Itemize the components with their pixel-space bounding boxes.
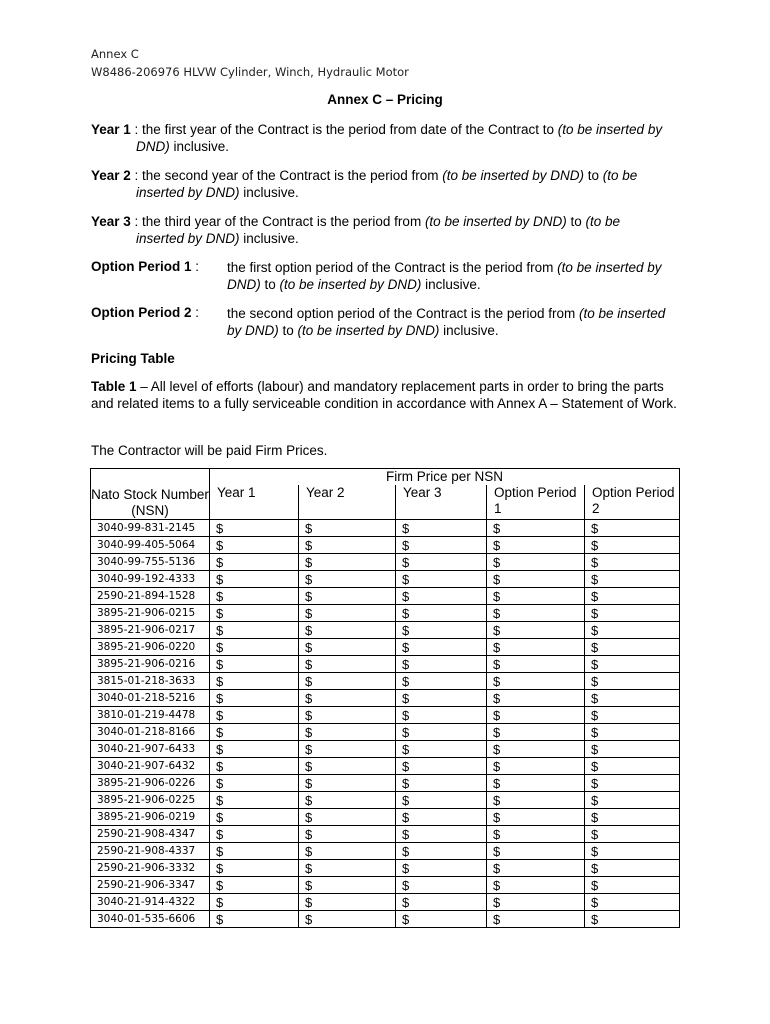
price-cell[interactable]: $	[210, 860, 299, 877]
option-1-label-text: Option Period 1	[91, 259, 192, 274]
year-2-end: inclusive.	[239, 185, 299, 200]
year-3-end: inclusive.	[239, 231, 299, 246]
option-2-text	[227, 305, 687, 339]
price-cell[interactable]: $	[396, 656, 487, 673]
option-1-label	[91, 259, 199, 274]
price-cell[interactable]: $	[299, 843, 396, 860]
price-cell[interactable]: $	[210, 673, 299, 690]
option-1-end: inclusive.	[421, 277, 481, 292]
price-cell[interactable]: $	[396, 622, 487, 639]
price-cell[interactable]: $	[585, 724, 680, 741]
nsn-cell: 2590-21-894-1528	[91, 588, 210, 605]
table-row	[91, 741, 680, 758]
price-cell[interactable]: $	[299, 588, 396, 605]
price-cell[interactable]: $	[299, 690, 396, 707]
price-cell[interactable]: $	[396, 707, 487, 724]
price-cell[interactable]: $	[487, 690, 585, 707]
nsn-cell: 3040-99-831-2145	[91, 520, 210, 537]
price-cell[interactable]: $	[210, 741, 299, 758]
year-1-italic: (to be inserted by	[557, 122, 663, 137]
price-cell[interactable]: $	[487, 741, 585, 758]
price-cell[interactable]: $	[396, 775, 487, 792]
price-cell[interactable]: $	[585, 911, 680, 928]
table-row	[91, 843, 680, 860]
price-cell[interactable]: $	[396, 894, 487, 911]
price-cell[interactable]: $	[396, 673, 487, 690]
year-1-text: : the first year of the Contract is the period from date of the Contract to	[130, 122, 558, 137]
price-cell[interactable]: $	[487, 826, 585, 843]
nsn-header: Nato Stock Number (NSN)	[91, 469, 210, 520]
price-cell[interactable]: $	[585, 690, 680, 707]
year-2-italic-3: inserted by DND)	[136, 185, 240, 200]
price-cell[interactable]: $	[487, 809, 585, 826]
nsn-cell: 3815-01-218-3633	[91, 673, 210, 690]
nsn-cell: 3040-01-218-8166	[91, 724, 210, 741]
year-2-mid: to	[584, 168, 603, 183]
table-row	[91, 605, 680, 622]
price-cell[interactable]: $	[299, 554, 396, 571]
nsn-cell: 3895-21-906-0216	[91, 656, 210, 673]
table-row	[91, 537, 680, 554]
price-cell[interactable]: $	[585, 554, 680, 571]
pricing-table-heading: Pricing Table	[91, 351, 175, 366]
pricing-table-body	[91, 520, 680, 928]
price-cell[interactable]: $	[396, 758, 487, 775]
table-row	[91, 571, 680, 588]
year-3-label: Year 3	[91, 214, 131, 229]
table-row	[91, 622, 680, 639]
price-cell[interactable]: $	[585, 809, 680, 826]
nsn-cell: 3040-21-914-4322	[91, 894, 210, 911]
price-cell[interactable]: $	[585, 741, 680, 758]
price-cell[interactable]: $	[396, 690, 487, 707]
price-cell[interactable]: $	[487, 537, 585, 554]
price-cell[interactable]: $	[585, 520, 680, 537]
price-cell[interactable]: $	[487, 639, 585, 656]
nsn-cell: 3040-99-192-4333	[91, 571, 210, 588]
price-cell[interactable]: $	[299, 622, 396, 639]
header-annex: Annex C	[91, 47, 139, 61]
year-3-text: : the third year of the Contract is the period from	[130, 214, 425, 229]
nsn-cell: 3040-01-218-5216	[91, 690, 210, 707]
price-cell[interactable]: $	[487, 758, 585, 775]
page-title: Annex C – Pricing	[327, 92, 443, 107]
price-cell[interactable]: $	[210, 537, 299, 554]
nsn-cell: 2590-21-906-3347	[91, 877, 210, 894]
nsn-cell: 3040-99-755-5136	[91, 554, 210, 571]
option-1-mid: to	[260, 277, 280, 292]
price-cell[interactable]: $	[210, 588, 299, 605]
year-2-label: Year 2	[91, 168, 131, 183]
price-cell[interactable]: $	[210, 843, 299, 860]
price-cell[interactable]: $	[210, 724, 299, 741]
price-cell[interactable]: $	[299, 877, 396, 894]
price-cell[interactable]: $	[299, 673, 396, 690]
table-row	[91, 724, 680, 741]
price-cell[interactable]: $	[487, 911, 585, 928]
price-cell[interactable]: $	[210, 809, 299, 826]
year-1-end: inclusive.	[169, 139, 230, 154]
price-cell[interactable]: $	[299, 520, 396, 537]
year-3-mid: to	[566, 214, 586, 229]
price-cell[interactable]: $	[210, 792, 299, 809]
year-2-italic: (to be inserted by DND)	[442, 168, 585, 183]
nsn-cell: 3895-21-906-0225	[91, 792, 210, 809]
price-cell[interactable]: $	[299, 792, 396, 809]
price-cell[interactable]: $	[487, 571, 585, 588]
year-1-italic-2: DND)	[136, 139, 170, 154]
option-2-italic-c: (to be inserted by DND)	[297, 323, 440, 338]
year-3-italic: (to be inserted by DND)	[424, 214, 567, 229]
price-cell[interactable]: $	[585, 656, 680, 673]
price-cell[interactable]: $	[487, 724, 585, 741]
price-cell[interactable]: $	[487, 877, 585, 894]
nsn-cell: 3895-21-906-0215	[91, 605, 210, 622]
price-cell[interactable]: $	[487, 622, 585, 639]
option-2-text-a: the second option period of the Contract is the period from	[227, 306, 579, 321]
year-2-text: : the second year of the Contract is the period from	[130, 168, 443, 183]
price-cell[interactable]: $	[210, 571, 299, 588]
price-cell[interactable]: $	[396, 809, 487, 826]
price-cell[interactable]: $	[299, 605, 396, 622]
price-cell[interactable]: $	[585, 605, 680, 622]
price-cell[interactable]: $	[585, 571, 680, 588]
col-option-1: Option Period 1	[487, 485, 585, 520]
price-cell[interactable]: $	[585, 707, 680, 724]
nsn-cell: 3040-01-535-6606	[91, 911, 210, 928]
nsn-cell: 3810-01-219-4478	[91, 707, 210, 724]
price-cell[interactable]: $	[585, 843, 680, 860]
price-cell[interactable]: $	[299, 537, 396, 554]
price-cell[interactable]: $	[299, 758, 396, 775]
option-1-italic-b: DND)	[227, 277, 261, 292]
option-2-mid: to	[278, 323, 298, 338]
option-1-colon: :	[191, 259, 200, 274]
option-2-label	[91, 305, 199, 320]
price-cell[interactable]: $	[210, 656, 299, 673]
price-cell[interactable]: $	[299, 656, 396, 673]
price-cell[interactable]: $	[210, 554, 299, 571]
table-row	[91, 860, 680, 877]
nsn-cell: 3895-21-906-0226	[91, 775, 210, 792]
price-cell[interactable]: $	[487, 775, 585, 792]
year-1-label: Year 1	[91, 122, 131, 137]
price-cell[interactable]: $	[396, 860, 487, 877]
price-cell[interactable]: $	[487, 707, 585, 724]
option-2-italic-b: by DND)	[227, 323, 279, 338]
col-year-3: Year 3	[396, 485, 487, 520]
table-row	[91, 826, 680, 843]
price-cell[interactable]: $	[585, 860, 680, 877]
table-row	[91, 554, 680, 571]
price-cell[interactable]: $	[210, 605, 299, 622]
price-cell[interactable]: $	[299, 741, 396, 758]
col-year-1: Year 1	[210, 485, 299, 520]
table-row	[91, 894, 680, 911]
option-2-label-text: Option Period 2	[91, 305, 192, 320]
price-cell[interactable]: $	[487, 554, 585, 571]
price-cell[interactable]: $	[585, 775, 680, 792]
price-cell[interactable]: $	[585, 639, 680, 656]
price-cell[interactable]: $	[210, 622, 299, 639]
table-1-intro	[91, 378, 686, 412]
price-cell[interactable]: $	[487, 520, 585, 537]
price-cell[interactable]: $	[396, 724, 487, 741]
table-row	[91, 792, 680, 809]
table-row	[91, 690, 680, 707]
price-cell[interactable]: $	[299, 724, 396, 741]
price-cell[interactable]: $	[585, 622, 680, 639]
price-cell[interactable]: $	[487, 673, 585, 690]
nsn-cell: 2590-21-906-3332	[91, 860, 210, 877]
price-cell[interactable]: $	[299, 809, 396, 826]
price-cell[interactable]: $	[585, 758, 680, 775]
price-cell[interactable]: $	[210, 877, 299, 894]
table-row	[91, 656, 680, 673]
price-cell[interactable]: $	[210, 758, 299, 775]
price-cell[interactable]: $	[210, 826, 299, 843]
year-1-paragraph	[91, 121, 691, 155]
price-cell[interactable]: $	[585, 537, 680, 554]
price-cell[interactable]: $	[487, 605, 585, 622]
nsn-cell: 3895-21-906-0219	[91, 809, 210, 826]
price-cell[interactable]: $	[210, 894, 299, 911]
table-row	[91, 775, 680, 792]
header-contract: W8486-206976 HLVW Cylinder, Winch, Hydraulic Motor	[91, 65, 409, 79]
year-2-paragraph	[91, 167, 691, 201]
price-cell[interactable]: $	[299, 826, 396, 843]
nsn-cell: 2590-21-908-4347	[91, 826, 210, 843]
table-row	[91, 758, 680, 775]
nsn-cell: 3895-21-906-0220	[91, 639, 210, 656]
table-row	[91, 588, 680, 605]
nsn-cell: 2590-21-908-4337	[91, 843, 210, 860]
pricing-table	[90, 468, 680, 928]
price-cell[interactable]: $	[396, 792, 487, 809]
price-cell[interactable]: $	[396, 537, 487, 554]
price-cell[interactable]: $	[396, 588, 487, 605]
firm-prices-note: The Contractor will be paid Firm Prices.	[91, 443, 328, 458]
price-cell[interactable]: $	[487, 860, 585, 877]
table-row	[91, 673, 680, 690]
price-cell[interactable]: $	[396, 843, 487, 860]
price-cell[interactable]: $	[210, 639, 299, 656]
year-2-italic-2: (to be	[602, 168, 638, 183]
table-1-text: – All level of efforts (labour) and mandatory replacement parts in order to bring the parts and related items to a fully serviceable condition in accordance with Annex A – Statement of Work.	[91, 379, 677, 411]
price-cell[interactable]: $	[487, 894, 585, 911]
year-3-italic-2: (to be	[585, 214, 621, 229]
price-cell[interactable]: $	[299, 571, 396, 588]
price-cell[interactable]: $	[585, 588, 680, 605]
price-cell[interactable]: $	[396, 741, 487, 758]
option-2-colon: :	[191, 305, 200, 320]
nsn-cell: 3040-21-907-6432	[91, 758, 210, 775]
price-cell[interactable]: $	[396, 571, 487, 588]
table-header-row-1	[91, 469, 680, 486]
option-1-text-a: the first option period of the Contract is the period from	[227, 260, 558, 275]
price-cell[interactable]: $	[396, 826, 487, 843]
price-cell[interactable]: $	[396, 911, 487, 928]
nsn-cell: 3040-21-907-6433	[91, 741, 210, 758]
price-cell[interactable]: $	[299, 775, 396, 792]
price-cell[interactable]: $	[585, 894, 680, 911]
price-cell[interactable]: $	[396, 877, 487, 894]
price-cell[interactable]: $	[210, 690, 299, 707]
price-cell[interactable]: $	[585, 826, 680, 843]
price-cell[interactable]: $	[487, 656, 585, 673]
price-cell[interactable]: $	[299, 911, 396, 928]
price-cell[interactable]: $	[210, 911, 299, 928]
nsn-cell: 3895-21-906-0217	[91, 622, 210, 639]
price-cell[interactable]: $	[396, 520, 487, 537]
table-row	[91, 911, 680, 928]
price-cell[interactable]: $	[396, 605, 487, 622]
price-cell[interactable]: $	[487, 843, 585, 860]
table-row	[91, 707, 680, 724]
price-cell[interactable]: $	[299, 894, 396, 911]
price-cell[interactable]: $	[299, 860, 396, 877]
table-row	[91, 809, 680, 826]
price-cell[interactable]: $	[585, 877, 680, 894]
table-row	[91, 877, 680, 894]
firm-price-header: Firm Price per NSN	[210, 469, 680, 486]
price-cell[interactable]: $	[487, 588, 585, 605]
table-row	[91, 639, 680, 656]
table-row	[91, 520, 680, 537]
option-1-italic-c: (to be inserted by DND)	[279, 277, 422, 292]
option-1-italic-a: (to be inserted by	[557, 260, 662, 275]
option-2-italic-a: (to be inserted	[578, 306, 666, 321]
price-cell[interactable]: $	[585, 792, 680, 809]
price-cell[interactable]: $	[299, 639, 396, 656]
year-3-paragraph	[91, 213, 691, 247]
option-2-end: inclusive.	[439, 323, 499, 338]
option-1-text	[227, 259, 687, 293]
nsn-cell: 3040-99-405-5064	[91, 537, 210, 554]
price-cell[interactable]: $	[210, 707, 299, 724]
price-cell[interactable]: $	[487, 792, 585, 809]
col-year-2: Year 2	[299, 485, 396, 520]
price-cell[interactable]: $	[299, 707, 396, 724]
price-cell[interactable]: $	[210, 775, 299, 792]
table-1-label: Table 1	[91, 379, 137, 394]
price-cell[interactable]: $	[210, 520, 299, 537]
price-cell[interactable]: $	[396, 639, 487, 656]
price-cell[interactable]: $	[585, 673, 680, 690]
price-cell[interactable]: $	[396, 554, 487, 571]
col-option-2: Option Period 2	[585, 485, 680, 520]
year-3-italic-3: inserted by DND)	[136, 231, 240, 246]
